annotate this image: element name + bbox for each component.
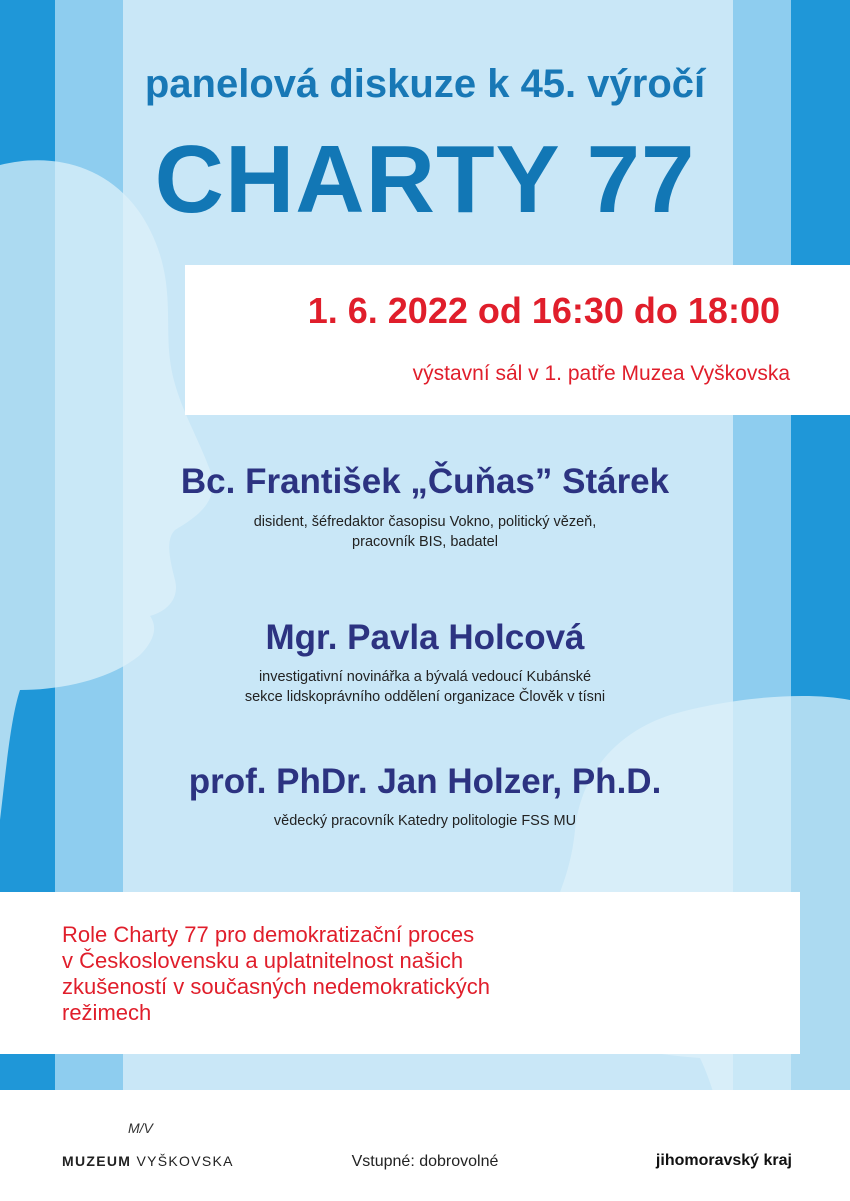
topic-line: režimech bbox=[62, 1000, 152, 1025]
speaker-2-desc-line: sekce lidskoprávního oddělení organizace Člověk v tísni bbox=[244, 689, 606, 705]
speaker-3-name: prof. PhDr. Jan Holzer, Ph.D. bbox=[188, 762, 662, 801]
event-subtitle: panelová diskuze k 45. výročí bbox=[144, 62, 706, 106]
admission-note: Vstupné: dobrovolné bbox=[351, 1153, 499, 1170]
date-strip bbox=[185, 265, 850, 415]
event-date: 1. 6. 2022 od 16:30 do 18:00 bbox=[307, 290, 780, 331]
topic-line: v Československu a uplatnitelnost našich bbox=[62, 948, 464, 973]
speaker-1-desc-line: disident, šéfredaktor časopisu Vokno, politický vězeň, bbox=[253, 514, 597, 530]
speaker-1-desc-line: pracovník BIS, badatel bbox=[352, 534, 498, 550]
event-venue: výstavní sál v 1. patře Muzea Vyškovska bbox=[412, 362, 790, 385]
discussion-topic bbox=[62, 922, 582, 1026]
speaker-2-description bbox=[0, 667, 850, 707]
topic-line: Role Charty 77 pro demokratizační proces bbox=[62, 922, 475, 947]
footer-strip bbox=[0, 1090, 850, 1201]
region-logo: jihomoravský kraj bbox=[655, 1152, 792, 1169]
speaker-1-description bbox=[0, 512, 850, 552]
topic-line: zkušeností v současných nedemokratických bbox=[62, 974, 490, 999]
museum-word-2: VYŠKOVSKA bbox=[136, 1153, 234, 1169]
museum-word-1: MUZEUM bbox=[62, 1153, 132, 1169]
speaker-3-description bbox=[0, 811, 850, 831]
speaker-1-name: Bc. František „Čuňas” Stárek bbox=[180, 462, 670, 501]
museum-logo-mark: M/V bbox=[128, 1120, 153, 1136]
speaker-2-desc-line: investigativní novinářka a bývalá vedoucí Kubánské bbox=[258, 669, 592, 685]
speaker-3-desc-line: vědecký pracovník Katedry politologie FSS MU bbox=[273, 813, 577, 829]
event-title: CHARTY 77 bbox=[154, 126, 696, 233]
speaker-2-name: Mgr. Pavla Holcová bbox=[265, 618, 585, 657]
